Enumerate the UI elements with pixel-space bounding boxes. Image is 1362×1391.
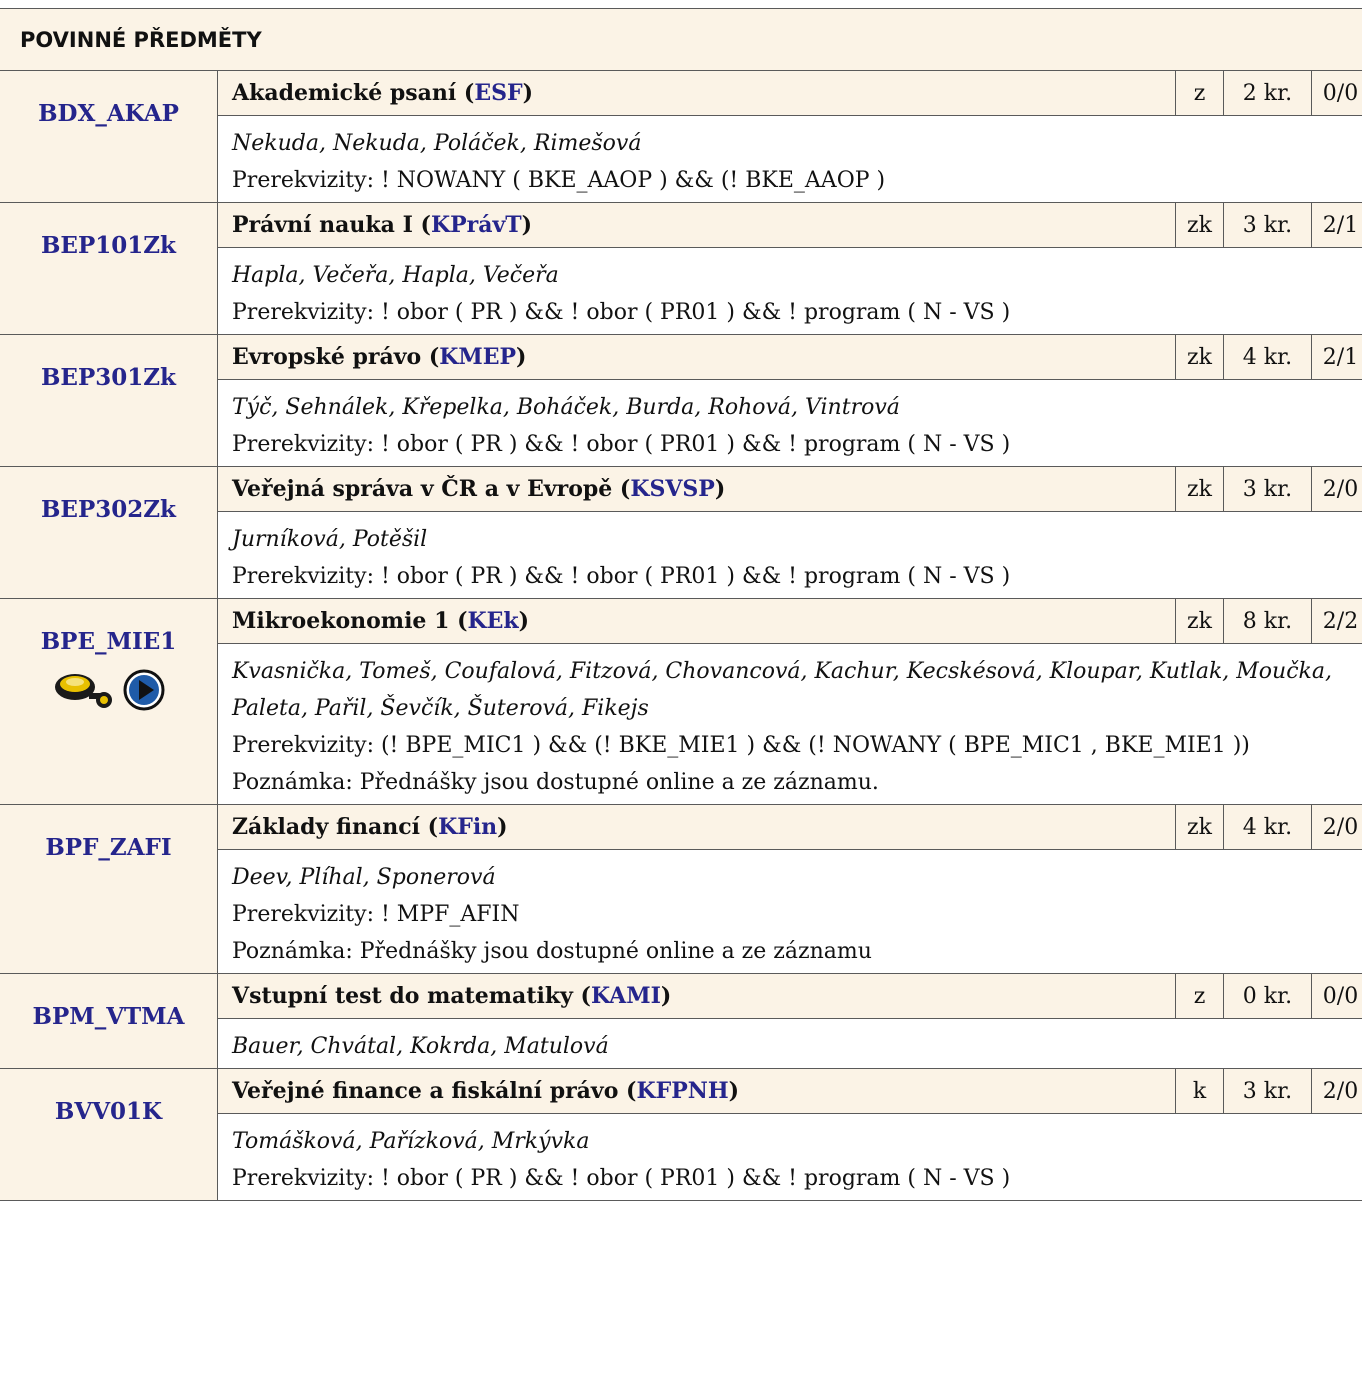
prerequisites: Prerekvizity: ! obor ( PR ) && ! obor ( PR01 ) && ! program ( N - VS ) (232, 558, 1355, 595)
completion-type: zk (1175, 467, 1223, 512)
course-title: Evropské právo (232, 344, 421, 370)
course-details (218, 1114, 1362, 1201)
play-icon[interactable] (123, 669, 165, 711)
course-title-cell: Evropské právo (KMEP) (218, 335, 1176, 380)
course-title-row (0, 974, 1362, 1019)
department-link[interactable]: KPrávT (431, 212, 522, 238)
course-title-row (0, 1069, 1362, 1114)
teachers: Deev, Plíhal, Sponerová (232, 859, 1355, 896)
hours: 0/0 (1311, 974, 1362, 1019)
teachers: Nekuda, Nekuda, Poláček, Rimešová (232, 125, 1355, 162)
note: Poznámka: Přednášky jsou dostupné online a ze záznamu. (232, 764, 1355, 801)
course-details (218, 644, 1362, 805)
course-code-link[interactable]: BDX_AKAP (0, 100, 217, 127)
courses-table (0, 8, 1362, 1201)
hours: 2/1 (1311, 335, 1362, 380)
teachers: Kvasnička, Tomeš, Coufalová, Fitzová, Chovancová, Kachur, Kecskésová, Kloupar, Kutlak, Moučka, Paleta, Pařil, Ševčík, Šuterová, Fikejs (232, 653, 1355, 727)
section-header-row (0, 9, 1362, 71)
department-link[interactable]: KSVSP (630, 476, 715, 502)
department-link[interactable]: KAMI (591, 983, 661, 1009)
course-title-cell: Právní nauka I (KPrávT) (218, 203, 1176, 248)
prerequisites: Prerekvizity: ! NOWANY ( BKE_AAOP ) && (! BKE_AAOP ) (232, 162, 1355, 199)
department-link[interactable]: KFPNH (636, 1078, 728, 1104)
course-title: Veřejná správa v ČR a v Evropě (232, 476, 612, 502)
completion-type: z (1175, 974, 1223, 1019)
hours: 2/2 (1311, 599, 1362, 644)
course-title-cell: Vstupní test do matematiky (KAMI) (218, 974, 1176, 1019)
course-code-cell (0, 335, 218, 467)
course-title-row (0, 203, 1362, 248)
course-code-link[interactable]: BPF_ZAFI (0, 834, 217, 861)
teachers: Týč, Sehnálek, Křepelka, Boháček, Burda, Rohová, Vintrová (232, 389, 1355, 426)
course-code-cell (0, 974, 218, 1069)
credits: 8 kr. (1223, 599, 1311, 644)
course-code-cell (0, 203, 218, 335)
course-code-link[interactable]: BPE_MIE1 (0, 628, 217, 655)
course-details (218, 1019, 1362, 1069)
hours: 2/0 (1311, 467, 1362, 512)
course-title-row (0, 599, 1362, 644)
section-title: POVINNÉ PŘEDMĚTY (0, 9, 1362, 71)
course-code-link[interactable]: BVV01K (0, 1098, 217, 1125)
credits: 0 kr. (1223, 974, 1311, 1019)
teachers: Hapla, Večeřa, Hapla, Večeřa (232, 257, 1355, 294)
credits: 4 kr. (1223, 335, 1311, 380)
course-details (218, 380, 1362, 467)
course-title: Akademické psaní (232, 80, 456, 106)
course-title: Základy financí (232, 814, 420, 840)
hours: 2/1 (1311, 203, 1362, 248)
course-code-cell (0, 599, 218, 805)
completion-type: k (1175, 1069, 1223, 1114)
department-link[interactable]: KEk (467, 608, 518, 634)
department-link[interactable]: KMEP (439, 344, 516, 370)
department-link[interactable]: KFin (438, 814, 497, 840)
course-code-cell (0, 71, 218, 203)
course-code-cell (0, 467, 218, 599)
course-title-cell: Veřejná správa v ČR a v Evropě (KSVSP) (218, 467, 1176, 512)
course-title-row (0, 71, 1362, 116)
teachers: Jurníková, Potěšil (232, 521, 1355, 558)
prerequisites: Prerekvizity: ! obor ( PR ) && ! obor ( PR01 ) && ! program ( N - VS ) (232, 1160, 1355, 1197)
course-code-link[interactable]: BEP101Zk (0, 232, 217, 259)
course-title: Vstupní test do matematiky (232, 983, 573, 1009)
course-title-cell: Mikroekonomie 1 (KEk) (218, 599, 1176, 644)
completion-type: zk (1175, 805, 1223, 850)
course-title: Veřejné finance a fiskální právo (232, 1078, 618, 1104)
course-code-link[interactable]: BPM_VTMA (0, 1003, 217, 1030)
course-title-row (0, 335, 1362, 380)
hours: 2/0 (1311, 1069, 1362, 1114)
prerequisites: Prerekvizity: ! obor ( PR ) && ! obor ( PR01 ) && ! program ( N - VS ) (232, 426, 1355, 463)
course-details (218, 512, 1362, 599)
completion-type: zk (1175, 599, 1223, 644)
media-icons (0, 669, 217, 711)
credits: 3 kr. (1223, 467, 1311, 512)
course-code-link[interactable]: BEP301Zk (0, 364, 217, 391)
course-title-cell: Základy financí (KFin) (218, 805, 1176, 850)
prerequisites: Prerekvizity: ! MPF_AFIN (232, 896, 1355, 933)
course-title-cell: Veřejné finance a fiskální právo (KFPNH) (218, 1069, 1176, 1114)
completion-type: z (1175, 71, 1223, 116)
course-code-cell (0, 805, 218, 974)
completion-type: zk (1175, 335, 1223, 380)
course-title-row (0, 805, 1362, 850)
credits: 4 kr. (1223, 805, 1311, 850)
course-code-link[interactable]: BEP302Zk (0, 496, 217, 523)
note: Poznámka: Přednášky jsou dostupné online a ze záznamu (232, 933, 1355, 970)
completion-type: zk (1175, 203, 1223, 248)
credits: 3 kr. (1223, 203, 1311, 248)
department-link[interactable]: ESF (474, 80, 522, 106)
teachers: Bauer, Chvátal, Kokrda, Matulová (232, 1028, 1355, 1065)
prerequisites: Prerekvizity: ! obor ( PR ) && ! obor ( PR01 ) && ! program ( N - VS ) (232, 294, 1355, 331)
course-title-row (0, 467, 1362, 512)
teachers: Tomášková, Pařízková, Mrkývka (232, 1123, 1355, 1160)
credits: 2 kr. (1223, 71, 1311, 116)
course-title-cell: Akademické psaní (ESF) (218, 71, 1176, 116)
course-details (218, 116, 1362, 203)
course-title: Právní nauka I (232, 212, 413, 238)
course-details (218, 248, 1362, 335)
hours: 2/0 (1311, 805, 1362, 850)
recording-camera-icon[interactable] (53, 669, 115, 711)
course-code-cell (0, 1069, 218, 1201)
hours: 0/0 (1311, 71, 1362, 116)
prerequisites: Prerekvizity: (! BPE_MIC1 ) && (! BKE_MIE1 ) && (! NOWANY ( BPE_MIC1 , BKE_MIE1 )) (232, 727, 1355, 764)
course-details (218, 850, 1362, 974)
course-title: Mikroekonomie 1 (232, 608, 449, 634)
credits: 3 kr. (1223, 1069, 1311, 1114)
